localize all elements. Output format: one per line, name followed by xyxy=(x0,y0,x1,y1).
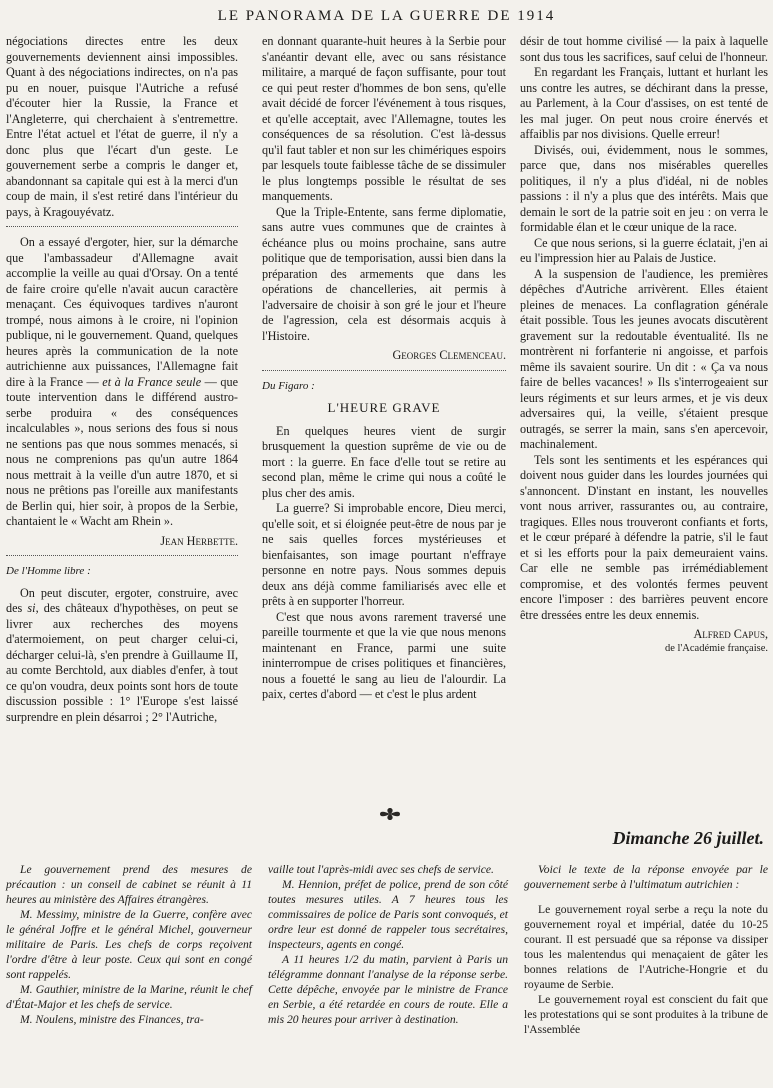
paragraph: négociations directes entre les deux gouvernements deviennent ainsi impossibles. Quant à des négociations indirectes, on n'a pas pu en nouer, puisque l'Autriche a refusé d'écouter hier la Russie, la France et l'Angleterre, qui cherchaient à s'entremettre. Entre l'état actuel et l'état de guerre, il n'y a donc plus que l'écart d'un geste. Le gouvernement serbe a compris le danger et, abandonnant sa capitale qui est à la merci d'un coup de main, il s'est retiré dans l'intérieur du pays, à Kragouyévatz. xyxy=(6,34,238,219)
date-heading: Dimanche 26 juillet. xyxy=(612,828,764,848)
paragraph: Le gouvernement royal serbe a reçu la note du gouvernement royal et impérial, datée du 10-25 courant. Il est persuadé que sa réponse va dissiper tous les malentendus qui menaçaient de gâter les bonnes relations de l'Autriche-Hongrie et du royaume de Serbie. xyxy=(524,903,768,991)
paragraph: La guerre? Si improbable encore, Dieu merci, qu'elle soit, et si éloignée peut-être de nous par je ne sais quelles forces mystérieuses et bienfaisantes, son image pourtant n'effraye personne en notre pays. Nous sommes depuis deux ans déjà comme familiarisés avec elle et prêts à en supporter l'horreur. xyxy=(262,501,506,608)
article-title: L'HEURE GRAVE xyxy=(327,400,441,415)
source-label: Du Figaro : xyxy=(262,379,315,392)
paragraph: A la suspension de l'audience, les premières dépêches d'Autriche arrivèrent. Elles étaient pleines de menaces. La conflagration générale était possible. Tous les jeunes avocats discutèrent gravement sur la redoutable éventualité. Ils ne montrèrent ni forfanterie ni angoisse, et parfois même ils savaient sourire. Un dit : « Ça va nous faire de belles vacances! » Ils s'interrogeaient sur leurs régiments et sur leurs armes, et je vis deux adversaires qui, la veille, s'étaient presque outragés, se serrer la main, sans s'en apercevoir, machinalement. xyxy=(520,266,768,451)
paragraph: A 11 heures 1/2 du matin, parvient à Paris un télégramme donnant l'analyse de la réponse serbe. Cette dépêche, envoyée par le ministre de France en Serbie, a été retardée en cours de route. Elle a mis 20 heures pour arriver à destination. xyxy=(268,953,508,1026)
bottom-column-2 xyxy=(268,862,508,1027)
paragraph: En regardant les Français, luttant et hurlant les uns contre les autres, se déchirant dans la presse, au Parlement, à la Cour d'assises, on est tenté de les mal juger. On peut nous croire énervés et affaiblis par nos divisions. Quelle erreur! xyxy=(520,65,768,141)
dotted-separator xyxy=(262,370,506,371)
column-2 xyxy=(262,34,506,703)
bottom-column-1 xyxy=(6,862,252,1027)
signature: Georges Clemenceau. xyxy=(392,348,506,362)
paragraph: Voici le texte de la réponse envoyée par le gouvernement serbe à l'ultimatum autrichien : xyxy=(524,863,768,891)
column-3 xyxy=(520,34,768,655)
paragraph: M. Hennion, préfet de police, prend de son côté toutes mesures utiles. A 7 heures tous les commissaires de police de Paris sont convoqués, et ordre leur est donné de rappeler tous secrétaires, inspecteurs, agents en congé. xyxy=(268,878,508,951)
signature: Alfred Capus, xyxy=(693,627,768,641)
column-1 xyxy=(6,34,238,725)
paragraph: M. Messimy, ministre de la Guerre, confère avec le général Joffre et le général Michel, gouverneur militaire de Paris. Les chefs de corps reçoivent l'ordre d'être à leur poste. Ceux qui sont en congé sont rappelés. xyxy=(6,908,252,981)
paragraph: Tels sont les sentiments et les espérances qui doivent nous guider dans les lourdes journées qui s'annoncent. D'instant en instant, les nouvelles vont nous arriver, rassurantes ou, au contraire, tragiques. Elles nous trouveront confiants et forts, et le cœur préparé à défendre la patrie, s'il le faut et si les efforts pour la paix demeuraient vains. Car elle ne semble pas irrémédiablement compromise, et des volontés fermes peuvent encore l'imposer : des barrières peuvent encore être dressées entre les deux ennemis. xyxy=(520,452,768,622)
paragraph: Le gouvernement prend des mesures de précaution : un conseil de cabinet se réunit à 11 heures au ministère des Affaires étrangères. xyxy=(6,863,252,906)
paragraph: en donnant quarante-huit heures à la Serbie pour s'anéantir devant elle, avec ou sans résistance militaire, a marqué de façon suffisante, pour tout ce qui peut rester d'hommes de bon sens, qu'elle avait décidé de forcer l'événement à tous risques, et qu'elle acceptait, avec l'Allemagne, toutes les conséquences de sa résolution. C'est là-dessus qu'il faut tabler et non sur les chimériques espoirs par lesquels toute faiblesse tâche de se dissimuler le plus longtemps possible le résultat de ses manquements. xyxy=(262,34,506,203)
signature-affiliation: de l'Académie française. xyxy=(664,642,768,654)
signature: Jean Herbette. xyxy=(160,533,238,548)
paragraph: Que la Triple-Entente, sans ferme diplomatie, sans autre vues communes que de craintes à échéance plus ou moins prochaine, sans autre politique que de temporisation, aussi bien dans la préparation des armements que dans les opérations de chancelleries, ait permis à l'adversaire de choisir à son gré le jour et l'heure de l'agression, cela est désormais acquis à l'Histoire. xyxy=(262,204,506,343)
dotted-separator xyxy=(6,226,238,227)
page-header: LE PANORAMA DE LA GUERRE DE 1914 xyxy=(217,8,556,24)
paragraph: On peut discuter, ergoter, construire, avec des si, des châteaux d'hypothèses, on peut se livrer aux recherches des moyens d'atermoiement, on peut charger celui-ci, décharger celui-là, s'en prendre à Guillaume II, au comte Berchtold, aux diables d'enfer, à tout ce qu'on voudra, deux points sont hors de toute discussion possible : 1° l'Europe s'est laissé surprendre en plein désarroi ; 2° l'Autriche, xyxy=(6,585,238,724)
paragraph: Le gouvernement royal est conscient du fait que les protestations qui se sont produites à la tribune de l'Assemblée xyxy=(524,993,768,1036)
paragraph: On a essayé d'ergoter, hier, sur la démarche que l'ambassadeur d'Allemagne avait accomplie la veille au quai d'Orsay. On a tenté de faire croire qu'elle n'avait aucun caractère menaçant. Ces équivoques tardives n'auront trompé, nous aimons à le croire, ni l'opinion publique, ni le gouvernement. Quand, quelques heures après la communication de la note autrichienne aux puissances, l'Allemagne fait dire à la France — et à la France seule — que toute intervention dans le différend austro-serbe produira « des conséquences incalculables », nous serions des fous si nous ne sentions pas que nous sommes menacés, si nous ne comprenions pas qu'un autre 1864 nous mettrait à la veille d'un autre 1870, et si nous ne prêtions pas l'oreille aux manifestants de Berlin qui, hier soir, à propos de la Serbie, chantaient le « Wacht am Rhein ». xyxy=(6,235,239,528)
paragraph: Ce que nous serions, si la guerre éclatait, j'en ai eu l'impression hier au Palais de Justice. xyxy=(520,235,768,265)
paragraph: Divisés, oui, évidemment, nous le sommes, parce que, dans nos misérables querelles politiques, il n'y a plus d'idéal, ni de nobles passions : il n'y a plus que des intérêts. Mais que demain le sort de la patrie soit en jeu : on verra le formidable élan et le cœur unique de la race. xyxy=(520,142,768,234)
fleuron-ornament-icon xyxy=(378,806,402,822)
paragraph: C'est que nous avons rarement traversé une pareille tourmente et que la vie que nous menons maintenant en France, parmi une suite ininterrompue de crises politiques et financières, nous a fouetté le sang au lieu de l'alourdir. La paix, certes d'abord — et c'est le plus ardent xyxy=(262,609,506,701)
bottom-column-3 xyxy=(524,862,768,1037)
source-label: De l'Homme libre : xyxy=(6,565,91,577)
paragraph: désir de tout homme civilisé — la paix à laquelle sont dus tous les sacrifices, sauf celui de l'honneur. xyxy=(520,34,768,64)
paragraph: vaille tout l'après-midi avec ses chefs de service. xyxy=(268,863,494,876)
dotted-separator xyxy=(6,555,238,556)
paragraph: M. Noulens, ministre des Finances, tra- xyxy=(20,1013,204,1026)
paragraph: En quelques heures vient de surgir brusquement la question suprême de vie ou de mort : la guerre. En face d'elle tout se retire au second plan, même le crime qui nous a coûté le plus cher des amis. xyxy=(262,423,506,500)
paragraph: M. Gauthier, ministre de la Marine, réunit le chef d'État-Major et les chefs de service. xyxy=(6,983,252,1011)
